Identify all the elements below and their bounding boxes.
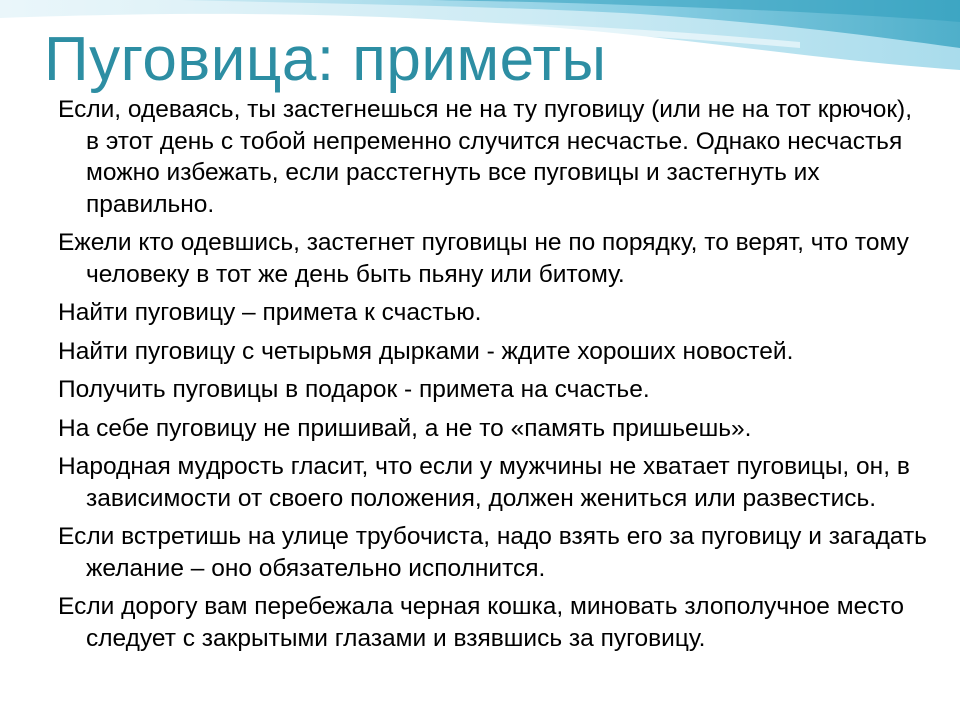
list-item: Если дорогу вам перебежала черная кошка, миновать злополучное место следует с закрытыми глазами и взявшись за пуговицу.	[58, 593, 905, 652]
list-item: Найти пуговицу – примета к счастью.	[58, 299, 482, 326]
list-item: Если встретишь на улице трубочиста, надо взять его за пуговицу и загадать желание – оно обязательно исполнится.	[58, 523, 927, 582]
list-item: На себе пуговицу не пришивай, а не то «память пришьешь».	[58, 414, 752, 442]
slide-title: Пуговица: приметы	[44, 25, 607, 94]
list-item: Ежели кто одевшись, застегнет пуговицы не по порядку, то верят, что тому человеку в тот же день быть пьяну или битому.	[58, 229, 909, 288]
list-item: Получить пуговицы в подарок - примета на счастье.	[58, 376, 650, 403]
list-item: Найти пуговицу с четырьмя дырками - ждите хороших новостей.	[58, 337, 794, 365]
list-item: Если, одеваясь, ты застегнешься не на ту пуговицу (или не на тот крючок), в этот день с тобой непременно случится несчастье. Однако несчастья можно избежать, если расстегнуть все пуговицы и застегнуть их правильно.	[58, 96, 913, 218]
list-item: Народная мудрость гласит, что если у мужчины не хватает пуговицы, он, в зависимости от своего положения, должен жениться или развестись.	[58, 453, 910, 512]
bullet-list	[58, 94, 928, 661]
